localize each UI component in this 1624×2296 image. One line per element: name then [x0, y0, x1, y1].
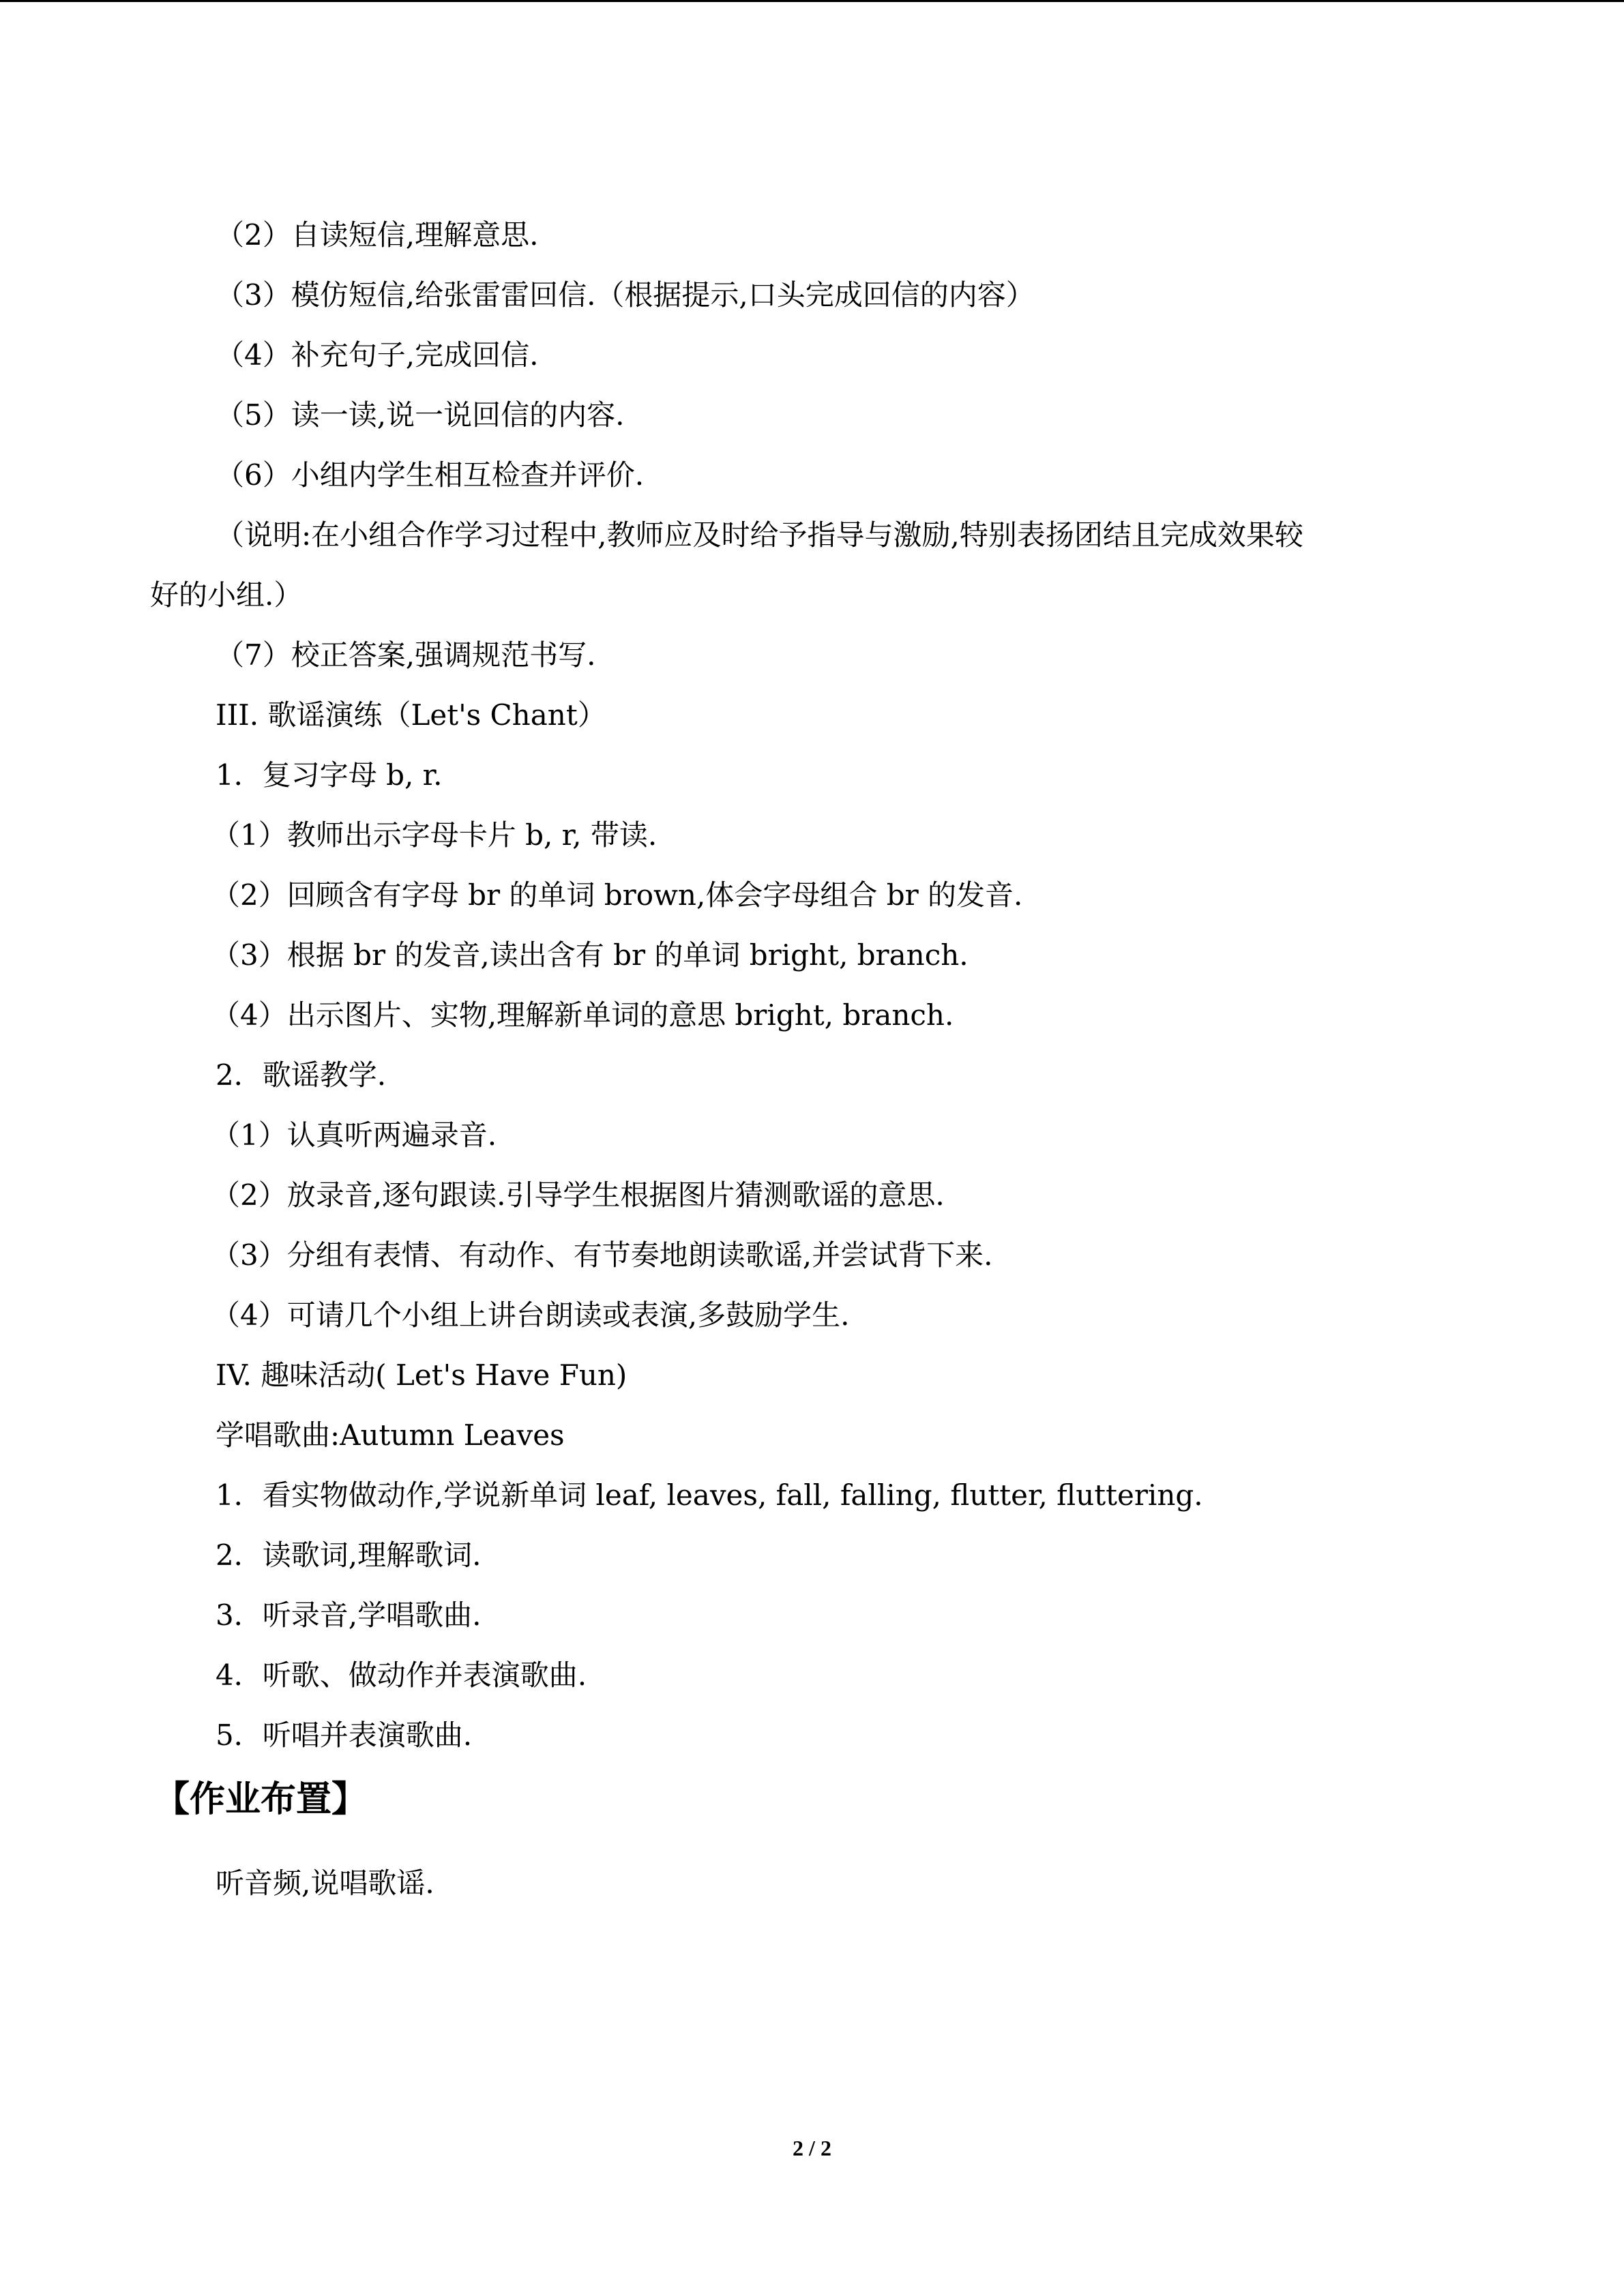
- homework-heading: 【作业布置】: [154, 1779, 368, 1820]
- text-line: （说明:在小组合作学习过程中,教师应及时给予指导与激励,特别表扬团结且完成效果较: [216, 518, 1303, 552]
- text-line: （2）放录音,逐句跟读.引导学生根据图片猜测歌谣的意思.: [211, 1178, 945, 1212]
- text-line: （7）校正答案,强调规范书写.: [216, 638, 596, 672]
- text-line: （4）可请几个小组上讲台朗读或表演,多鼓励学生.: [211, 1298, 850, 1332]
- text-line: 好的小组.）: [150, 578, 303, 612]
- homework-text: 听音频,说唱歌谣.: [216, 1866, 434, 1900]
- text-line: 2．读歌词,理解歌词.: [216, 1538, 482, 1572]
- text-line: （6）小组内学生相互检查并评价.: [216, 458, 645, 492]
- text-line: 1．复习字母 b, r.: [216, 758, 443, 792]
- text-line: （3）分组有表情、有动作、有节奏地朗读歌谣,并尝试背下来.: [211, 1238, 993, 1272]
- text-line: （2）回顾含有字母 br 的单词 brown,体会字母组合 br 的发音.: [211, 878, 1023, 912]
- text-line: （1）教师出示字母卡片 b, r, 带读.: [211, 818, 658, 852]
- text-line: （3）模仿短信,给张雷雷回信.（根据提示,口头完成回信的内容）: [216, 278, 1035, 312]
- page-number: 2 / 2: [793, 2136, 831, 2160]
- text-line: 1．看实物做动作,学说新单词 leaf, leaves, fall, falling, flutter, fluttering.: [216, 1478, 1203, 1512]
- text-line: 3．听录音,学唱歌曲.: [216, 1598, 482, 1632]
- section-heading-iii: III. 歌谣演练（Let's Chant）: [216, 698, 606, 732]
- text-line: （2）自读短信,理解意思.: [216, 218, 539, 252]
- text-line: 4．听歌、做动作并表演歌曲.: [216, 1658, 587, 1692]
- text-line: （4）补充句子,完成回信.: [216, 338, 539, 372]
- section-heading-iv: IV. 趣味活动( Let's Have Fun): [216, 1358, 628, 1392]
- text-line: （4）出示图片、实物,理解新单词的意思 bright, branch.: [211, 998, 954, 1032]
- text-line: （1）认真听两遍录音.: [211, 1118, 497, 1152]
- text-line: （3）根据 br 的发音,读出含有 br 的单词 bright, branch.: [211, 938, 969, 972]
- text-line: 学唱歌曲:Autumn Leaves: [216, 1418, 565, 1452]
- text-line: 5．听唱并表演歌曲.: [216, 1718, 473, 1752]
- text-line: 2．歌谣教学.: [216, 1058, 387, 1092]
- text-line: （5）读一读,说一说回信的内容.: [216, 398, 625, 432]
